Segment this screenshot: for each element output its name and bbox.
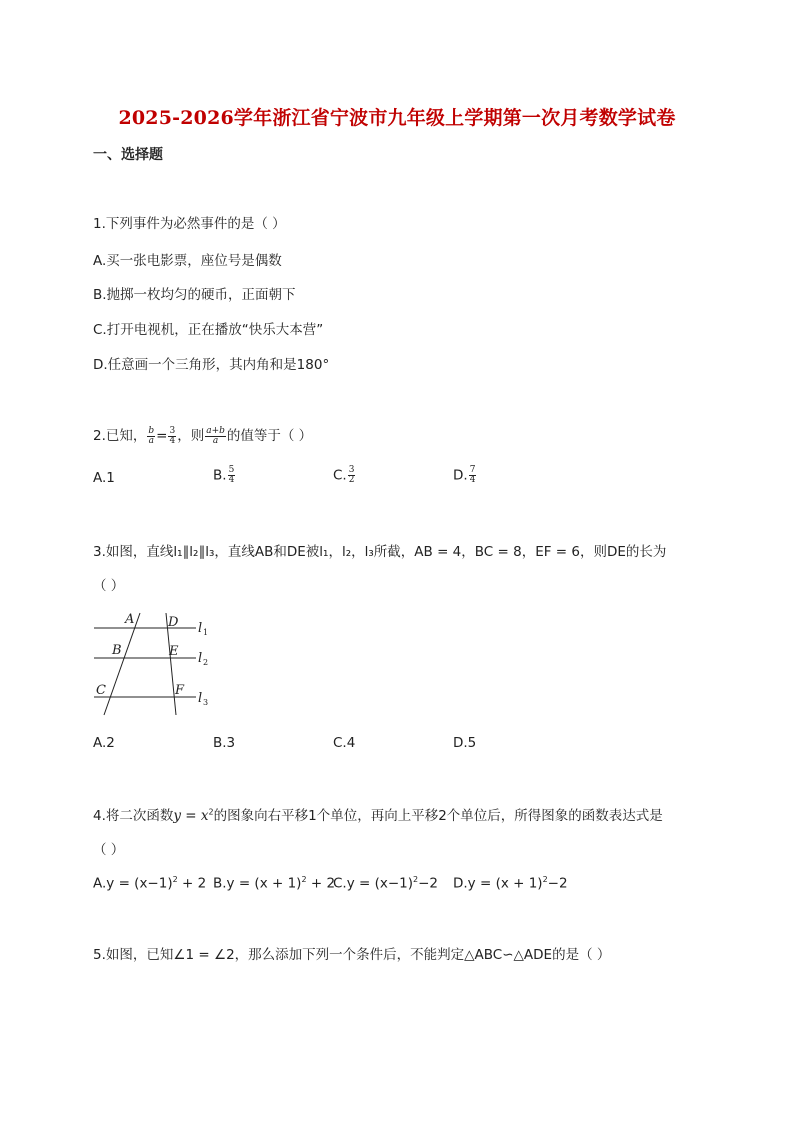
question-2-option-c: C. $\frac{3}{2}$	[333, 465, 355, 485]
fraction-expression: $\frac{a+b}{a}$	[206, 425, 225, 446]
question-1-option-b: B.抛掷一枚均匀的硬币，正面朝下	[93, 287, 296, 303]
question-2-option-b: B. $\frac{5}{4}$	[213, 465, 235, 485]
label-c: C	[96, 683, 106, 698]
question-4-option-d: $D.y = (x + 1)^2-2$	[453, 875, 568, 892]
question-4-option-b: $B.y = (x + 1)^2 + 2$	[213, 875, 336, 892]
question-3-stem-line1: 3.如图，直线l₁∥l₂∥l₃，直线AB和DE被l₁，l₂，l₃所截，AB = 4，BC = 8，EF = 6，则DE的长为	[93, 544, 667, 560]
parallel-lines-figure	[90, 605, 220, 720]
question-1-option-a: A.买一张电影票，座位号是偶数	[93, 253, 282, 269]
label-l2: l	[198, 651, 203, 666]
question-3-option-b: B.3	[213, 735, 236, 751]
question-2-option-a: A.1	[93, 470, 115, 486]
fraction-3-over-4: $\frac{3}{4}$	[169, 425, 176, 446]
question-4-option-c: $C.y = (x-1)^2-2$	[333, 875, 439, 892]
label-e: E	[169, 644, 179, 659]
q2-suffix: 的值等于（ ）	[226, 428, 313, 444]
question-3-option-a: A.2	[93, 735, 115, 751]
sub-3: 3	[203, 698, 209, 707]
label-b: B	[112, 643, 122, 658]
label-a: A	[125, 612, 135, 627]
question-4-option-a: $A.y = (x-1)^2 + 2$	[93, 875, 207, 892]
question-1-option-c: C.打开电视机，正在播放“快乐大本营”	[93, 322, 324, 338]
question-5-stem: 5.如图，已知∠1 = ∠2，那么添加下列一个条件后，不能判定△ABC∽△ADE的是（ ）	[93, 947, 611, 963]
question-2-stem	[93, 424, 312, 446]
label-l1: l	[198, 621, 203, 636]
question-2-option-d: D. $\frac{7}{4}$	[453, 465, 476, 485]
question-1-stem: 1.下列事件为必然事件的是（ ）	[93, 216, 286, 232]
sub-2: 2	[203, 658, 209, 667]
question-1-option-d: D.任意画一个三角形，其内角和是180°	[93, 357, 330, 373]
label-l3: l	[198, 691, 203, 706]
fraction-b-over-a: $\frac{b}{a}$	[148, 425, 155, 446]
question-3-option-c: C.4	[333, 735, 356, 751]
label-f: F	[175, 683, 185, 698]
q2-equals: =	[156, 428, 168, 444]
question-4-stem-line1: 4.将二次函数$y = x^2$的图象向右平移1个单位，再向上平移2个单位后，所得图象的函数表达式是	[93, 807, 663, 824]
question-4-stem-line2: （ ）	[93, 842, 125, 858]
question-3-stem-line2: （ ）	[93, 578, 125, 594]
q2-mid: ，则	[177, 428, 205, 444]
question-3-option-d: D.5	[453, 735, 477, 751]
label-d: D	[168, 615, 179, 630]
section-heading: 一、选择题	[93, 147, 163, 163]
sub-1: 1	[203, 628, 209, 637]
q2-prefix: 2.已知，	[93, 428, 147, 444]
page-title: 2025-2026学年浙江省宁波市九年级上学期第一次月考数学试卷	[118, 107, 676, 129]
